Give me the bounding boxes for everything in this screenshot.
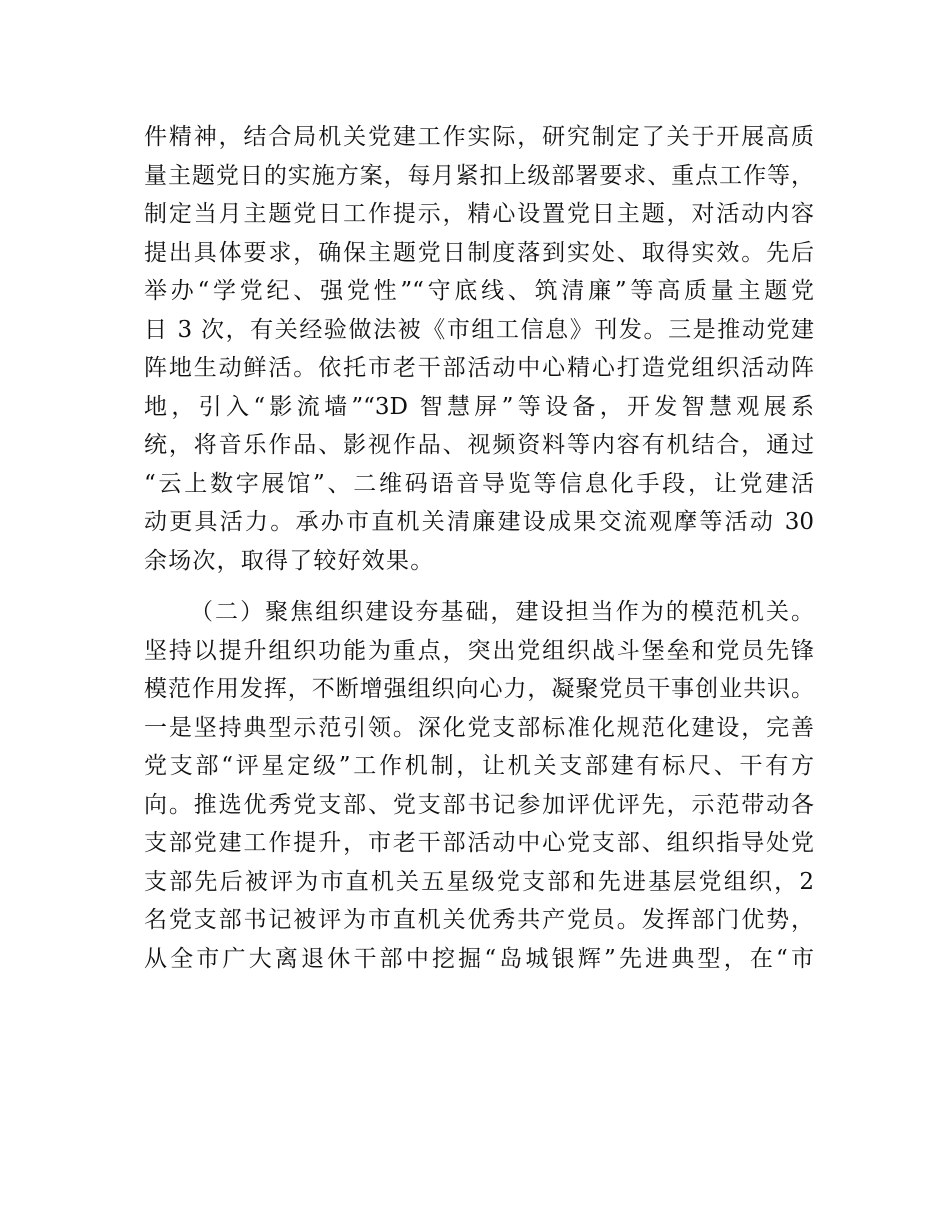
paragraph-1 — [144, 118, 814, 580]
text-line: 地，引入“影流墙”“3D 智慧屏”等设备，开发智慧观展系 — [144, 393, 814, 420]
text-line: 动更具活力。承办市直机关清廉建设成果交流观摩等活动 30 — [144, 509, 814, 535]
section-heading-line: （二）聚焦组织建设夯基础，建设担当作为的模范机关。 — [190, 599, 814, 625]
text-line: 党支部“评星定级”工作机制，让机关支部建有标尺、干有方 — [144, 753, 814, 779]
text-line: 制定当月主题党日工作提示，精心设置党日主题，对活动内容 — [144, 201, 814, 227]
text-line: 件精神，结合局机关党建工作实际，研究制定了关于开展高质 — [144, 124, 814, 150]
text-line: 量主题党日的实施方案，每月紧扣上级部署要求、重点工作等， — [144, 162, 814, 189]
document-body — [144, 118, 814, 978]
text-line: 支部先后被评为市直机关五星级党支部和先进基层党组织，2 — [144, 868, 814, 895]
text-line: 举办“学党纪、强党性”“守底线、筑清廉”等高质量主题党 — [144, 278, 814, 304]
text-line: 从全市广大离退休干部中挖掘“岛城银辉”先进典型，在“市 — [144, 945, 814, 972]
text-line: 模范作用发挥，不断增强组织向心力，凝聚党员干事创业共识。 — [144, 676, 814, 702]
text-line: 名党支部书记被评为市直机关优秀共产党员。发挥部门优势， — [144, 907, 814, 933]
text-line: 坚持以提升组织功能为重点，突出党组织战斗堡垒和党员先锋 — [144, 637, 814, 664]
text-line: 支部党建工作提升，市老干部活动中心党支部、组织指导处党 — [144, 830, 814, 856]
text-line: 日 3 次，有关经验做法被《市组工信息》刊发。三是推动党建 — [144, 316, 814, 343]
text-line: 向。推选优秀党支部、党支部书记参加评优评先，示范带动各 — [144, 791, 814, 818]
paragraph-gap — [144, 580, 814, 593]
text-line: 提出具体要求，确保主题党日制度落到实处、取得实效。先后 — [144, 239, 814, 266]
text-line: 统，将音乐作品、影视作品、视频资料等内容有机结合，通过 — [144, 432, 814, 458]
text-line: 阵地生动鲜活。依托市老干部活动中心精心打造党组织活动阵 — [144, 355, 814, 381]
paragraph-2 — [144, 593, 814, 978]
text-line-last: 余场次，取得了较好效果。 — [144, 547, 435, 574]
text-line: 一是坚持典型示范引领。深化党支部标准化规范化建设，完善 — [144, 714, 814, 741]
text-line: “云上数字展馆”、二维码语音导览等信息化手段，让党建活 — [144, 470, 814, 497]
